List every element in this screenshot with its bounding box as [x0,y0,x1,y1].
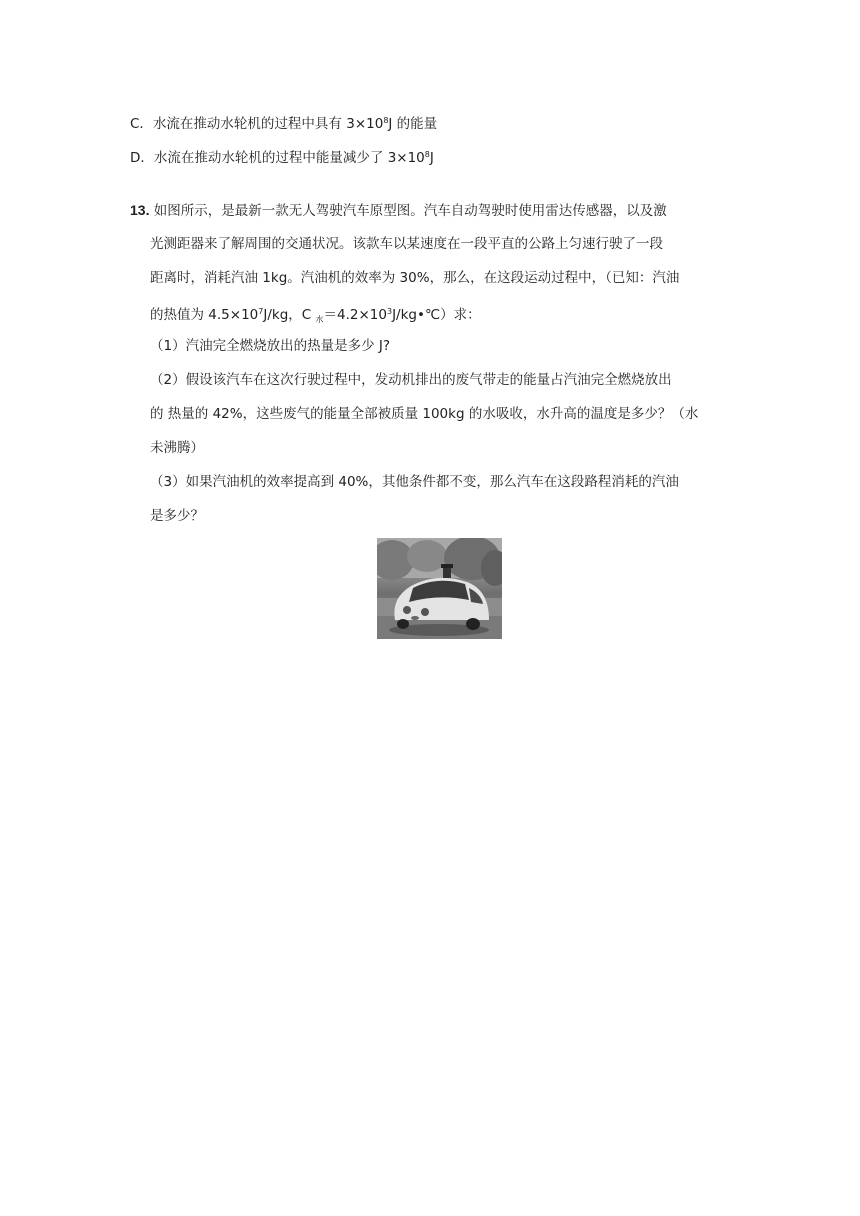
option-c-text: 水流在推动水轮机的过程中具有 3×10 [152,116,384,132]
specific-heat-unit: J/kg•℃）求： [392,307,481,323]
option-c-unit: J 的能量 [388,116,438,132]
option-d-text: 水流在推动水轮机的过程中能量减少了 3×10 [153,150,425,166]
option-c-label: C． [130,116,153,132]
sub-question-2-line-3: 未沸腾） [150,440,204,456]
specific-heat-text: ＝4.2×10 [323,307,387,323]
heat-value-unit: J/kg，C [263,307,316,323]
option-d-label: D． [130,150,154,166]
self-driving-car-image [377,538,502,639]
car-illustration [377,538,502,639]
option-c [130,111,437,134]
heat-value-exponent: 7 [258,307,264,316]
sub-question-3-line-1: （3）如果汽油机的效率提高到 40%，其他条件都不变，那么汽车在这段路程消耗的汽油 [150,474,679,490]
question-13-line-3: 距离时，消耗汽油 1kg。汽油机的效率为 30%，那么，在这段运动过程中，（已知：汽油 [150,270,680,286]
question-number: 13. [130,202,150,218]
question-13-line-1 [130,200,667,221]
specific-heat-exponent: 3 [386,307,393,316]
question-13-line-2: 光测距器来了解周围的交通状况。该款车以某速度在一段平直的公路上匀速行驶了一段 [150,236,663,252]
sub-question-3-line-2: 是多少？ [150,508,204,524]
question-text: 如图所示，是最新一款无人驾驶汽车原型图。汽车自动驾驶时使用雷达传感器，以及激 [149,203,667,219]
question-13-line-4 [150,302,481,330]
option-d-exponent: 8 [424,150,430,159]
sub-question-2-line-1: （2）假设该汽车在这次行驶过程中，发动机排出的废气带走的能量占汽油完全燃烧放出 [150,372,672,388]
water-subscript: 水 [315,315,324,324]
option-d-unit: J [429,150,434,166]
option-d [130,145,434,168]
sub-question-1: （1）汽油完全燃烧放出的热量是多少 J? [150,338,391,354]
heat-value-text: 的热值为 4.5×10 [150,307,259,323]
option-c-exponent: 8 [383,116,389,125]
sub-question-2-line-2: 的 热量的 42%，这些废气的能量全部被质量 100kg 的水吸收，水升高的温度是多少？（水 [150,406,699,422]
